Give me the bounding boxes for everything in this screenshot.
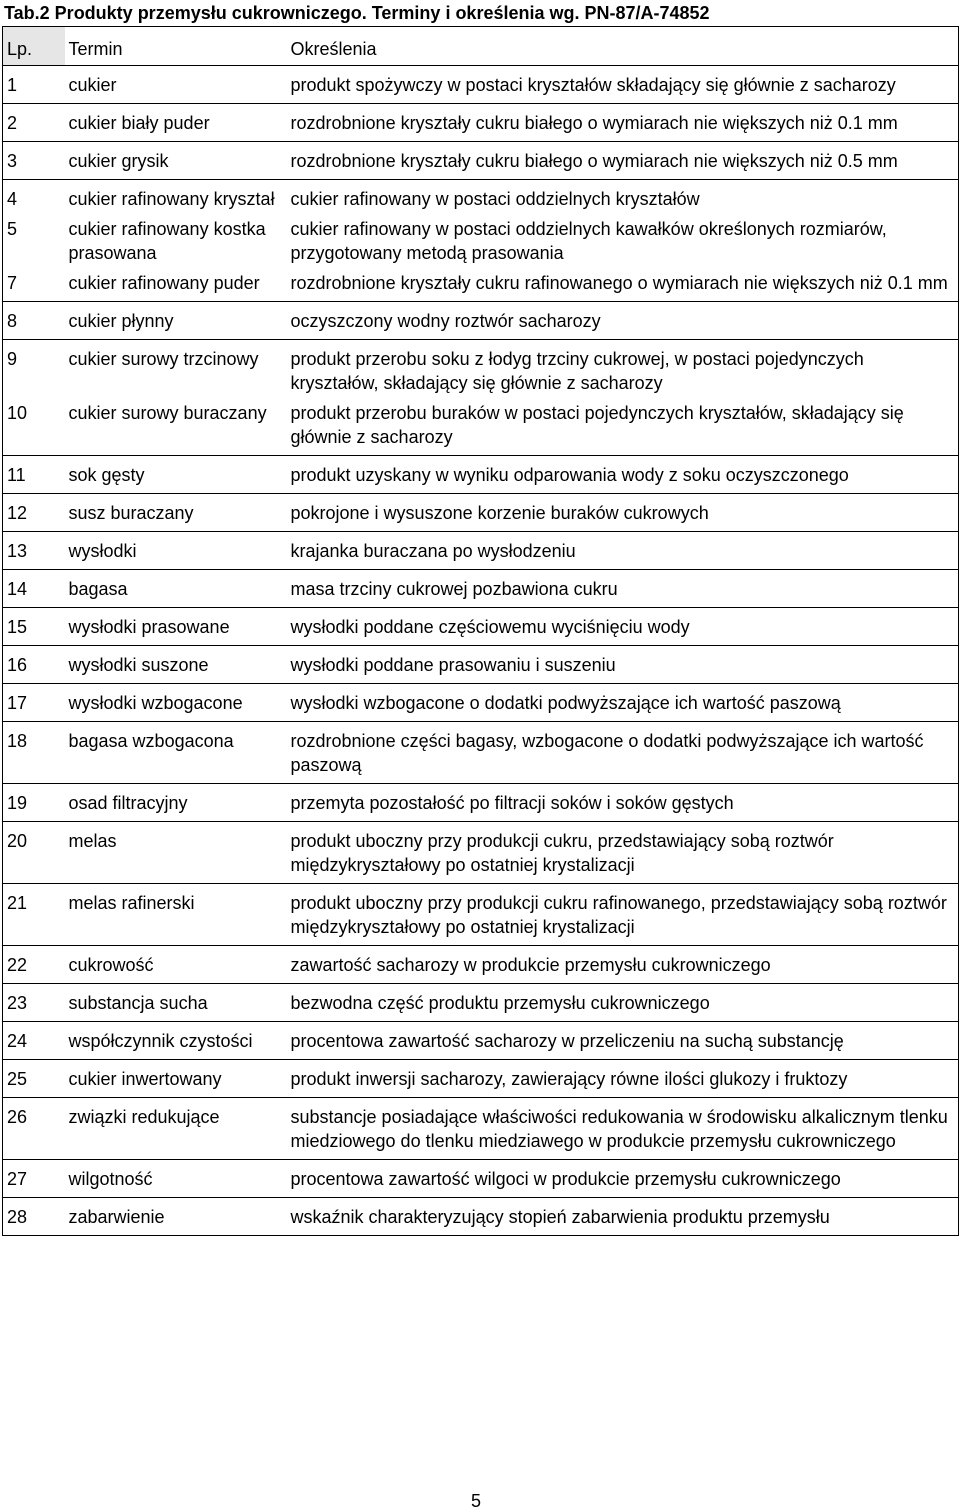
table-title: Tab.2 Produkty przemysłu cukrowniczego. Terminy i określenia wg. PN-87/A-74852 [4, 3, 710, 23]
row-lp: 25 [3, 1060, 65, 1098]
page-number: 5 [471, 1491, 482, 1511]
row-definition: produkt uboczny przy produkcji cukru, przedstawiający sobą roztwór międzykryształowy po ostatniej krystalizacji [289, 822, 959, 884]
row-term: wilgotność [65, 1160, 289, 1198]
row-term: cukier [65, 66, 289, 104]
row-definition: produkt inwersji sacharozy, zawierający równe ilości glukozy i fruktozy [289, 1060, 959, 1098]
table-row [3, 1160, 959, 1198]
row-definition: procentowa zawartość wilgoci w produkcie przemysłu cukrowniczego [289, 1160, 959, 1198]
row-definition: przemyta pozostałość po filtracji soków i soków gęstych [289, 784, 959, 822]
row-definition: produkt przerobu soku z łodyg trzciny cukrowej, w postaci pojedynczych kryształów, składający się głównie z sacharozy [289, 340, 959, 398]
row-lp: 27 [3, 1160, 65, 1198]
row-definition: produkt uboczny przy produkcji cukru rafinowanego, przedstawiający sobą roztwór międzykryształowy po ostatniej krystalizacji [289, 884, 959, 946]
row-lp: 9 [3, 340, 65, 398]
row-term: melas rafinerski [65, 884, 289, 946]
row-definition: krajanka buraczana po wysłodzeniu [289, 532, 959, 570]
row-term: bagasa [65, 570, 289, 608]
row-term: współczynnik czystości [65, 1022, 289, 1060]
row-definition: bezwodna część produktu przemysłu cukrowniczego [289, 984, 959, 1022]
row-term: osad filtracyjny [65, 784, 289, 822]
row-definition: rozdrobnione części bagasy, wzbogacone o dodatki podwyższające ich wartość paszową [289, 722, 959, 784]
header-lp: Lp. [3, 27, 65, 66]
table-row [3, 684, 959, 722]
table-row [3, 722, 959, 784]
row-term: cukier biały puder [65, 104, 289, 142]
row-definition: wysłodki poddane częściowemu wyciśnięciu wody [289, 608, 959, 646]
table-row [3, 984, 959, 1022]
row-lp: 14 [3, 570, 65, 608]
row-term: wysłodki [65, 532, 289, 570]
row-lp: 3 [3, 142, 65, 180]
row-definition: produkt uzyskany w wyniku odparowania wody z soku oczyszczonego [289, 456, 959, 494]
row-lp: 5 [3, 213, 65, 267]
table-row [3, 66, 959, 104]
row-lp: 11 [3, 456, 65, 494]
row-term: cukier surowy buraczany [65, 397, 289, 456]
row-lp: 18 [3, 722, 65, 784]
row-lp: 22 [3, 946, 65, 984]
row-term: bagasa wzbogacona [65, 722, 289, 784]
row-definition: rozdrobnione kryształy cukru białego o wymiarach nie większych niż 0.5 mm [289, 142, 959, 180]
row-lp: 10 [3, 397, 65, 456]
table-row [3, 1022, 959, 1060]
table-row [3, 946, 959, 984]
row-lp: 26 [3, 1098, 65, 1160]
row-lp: 1 [3, 66, 65, 104]
row-lp: 7 [3, 267, 65, 302]
header-term: Termin [65, 27, 289, 66]
row-definition: zawartość sacharozy w produkcie przemysłu cukrowniczego [289, 946, 959, 984]
table-row [3, 180, 959, 214]
table-row [3, 784, 959, 822]
row-term: cukier surowy trzcinowy [65, 340, 289, 398]
row-definition: cukier rafinowany w postaci oddzielnych kryształów [289, 180, 959, 214]
row-definition: rozdrobnione kryształy cukru białego o wymiarach nie większych niż 0.1 mm [289, 104, 959, 142]
row-lp: 16 [3, 646, 65, 684]
table-row [3, 1060, 959, 1098]
row-lp: 12 [3, 494, 65, 532]
table-row [3, 142, 959, 180]
table-row [3, 608, 959, 646]
table-header-row [3, 27, 959, 66]
table-row [3, 822, 959, 884]
row-lp: 20 [3, 822, 65, 884]
table-row [3, 397, 959, 456]
row-lp: 2 [3, 104, 65, 142]
row-term: melas [65, 822, 289, 884]
row-definition: procentowa zawartość sacharozy w przeliczeniu na suchą substancję [289, 1022, 959, 1060]
table-row [3, 213, 959, 267]
row-term: cukier grysik [65, 142, 289, 180]
row-lp: 28 [3, 1198, 65, 1236]
row-lp: 24 [3, 1022, 65, 1060]
table-row [3, 532, 959, 570]
row-lp: 8 [3, 302, 65, 340]
row-term: cukier rafinowany puder [65, 267, 289, 302]
row-definition: oczyszczony wodny roztwór sacharozy [289, 302, 959, 340]
row-definition: pokrojone i wysuszone korzenie buraków cukrowych [289, 494, 959, 532]
table-row [3, 884, 959, 946]
row-definition: wysłodki wzbogacone o dodatki podwyższające ich wartość paszową [289, 684, 959, 722]
row-term: cukier rafinowany kryształ [65, 180, 289, 214]
table-row [3, 1198, 959, 1236]
row-definition: produkt spożywczy w postaci kryształów składający się głównie z sacharozy [289, 66, 959, 104]
row-lp: 4 [3, 180, 65, 214]
row-definition: wysłodki poddane prasowaniu i suszeniu [289, 646, 959, 684]
row-term: wysłodki wzbogacone [65, 684, 289, 722]
row-lp: 17 [3, 684, 65, 722]
row-term: wysłodki suszone [65, 646, 289, 684]
table-row [3, 302, 959, 340]
table-row [3, 494, 959, 532]
header-definition: Określenia [289, 27, 959, 66]
row-term: cukier inwertowany [65, 1060, 289, 1098]
table-row [3, 340, 959, 398]
row-definition: masa trzciny cukrowej pozbawiona cukru [289, 570, 959, 608]
row-lp: 23 [3, 984, 65, 1022]
row-term: wysłodki prasowane [65, 608, 289, 646]
row-definition: cukier rafinowany w postaci oddzielnych kawałków określonych rozmiarów, przygotowany metodą prasowania [289, 213, 959, 267]
row-term: substancja sucha [65, 984, 289, 1022]
table-row [3, 646, 959, 684]
table-row [3, 104, 959, 142]
row-lp: 21 [3, 884, 65, 946]
table-row [3, 456, 959, 494]
row-lp: 19 [3, 784, 65, 822]
row-definition: substancje posiadające właściwości redukowania w środowisku alkalicznym tlenku miedziowego do tlenku miedziawego w produkcie przemysłu cukrowniczego [289, 1098, 959, 1160]
table-row [3, 1098, 959, 1160]
row-lp: 13 [3, 532, 65, 570]
row-definition: produkt przerobu buraków w postaci pojedynczych kryształów, składający się głównie z sacharozy [289, 397, 959, 456]
row-term: cukier rafinowany kostka prasowana [68, 219, 266, 263]
row-lp: 15 [3, 608, 65, 646]
row-term: susz buraczany [65, 494, 289, 532]
row-term: sok gęsty [65, 456, 289, 494]
row-definition: rozdrobnione kryształy cukru rafinowanego o wymiarach nie większych niż 0.1 mm [289, 267, 959, 302]
row-term: związki redukujące [65, 1098, 289, 1160]
row-term: cukier płynny [65, 302, 289, 340]
row-definition: wskaźnik charakteryzujący stopień zabarwienia produktu przemysłu [289, 1198, 959, 1236]
terms-table [2, 26, 959, 1236]
table-row [3, 570, 959, 608]
table-row [3, 267, 959, 302]
row-term: zabarwienie [65, 1198, 289, 1236]
row-term: cukrowość [65, 946, 289, 984]
